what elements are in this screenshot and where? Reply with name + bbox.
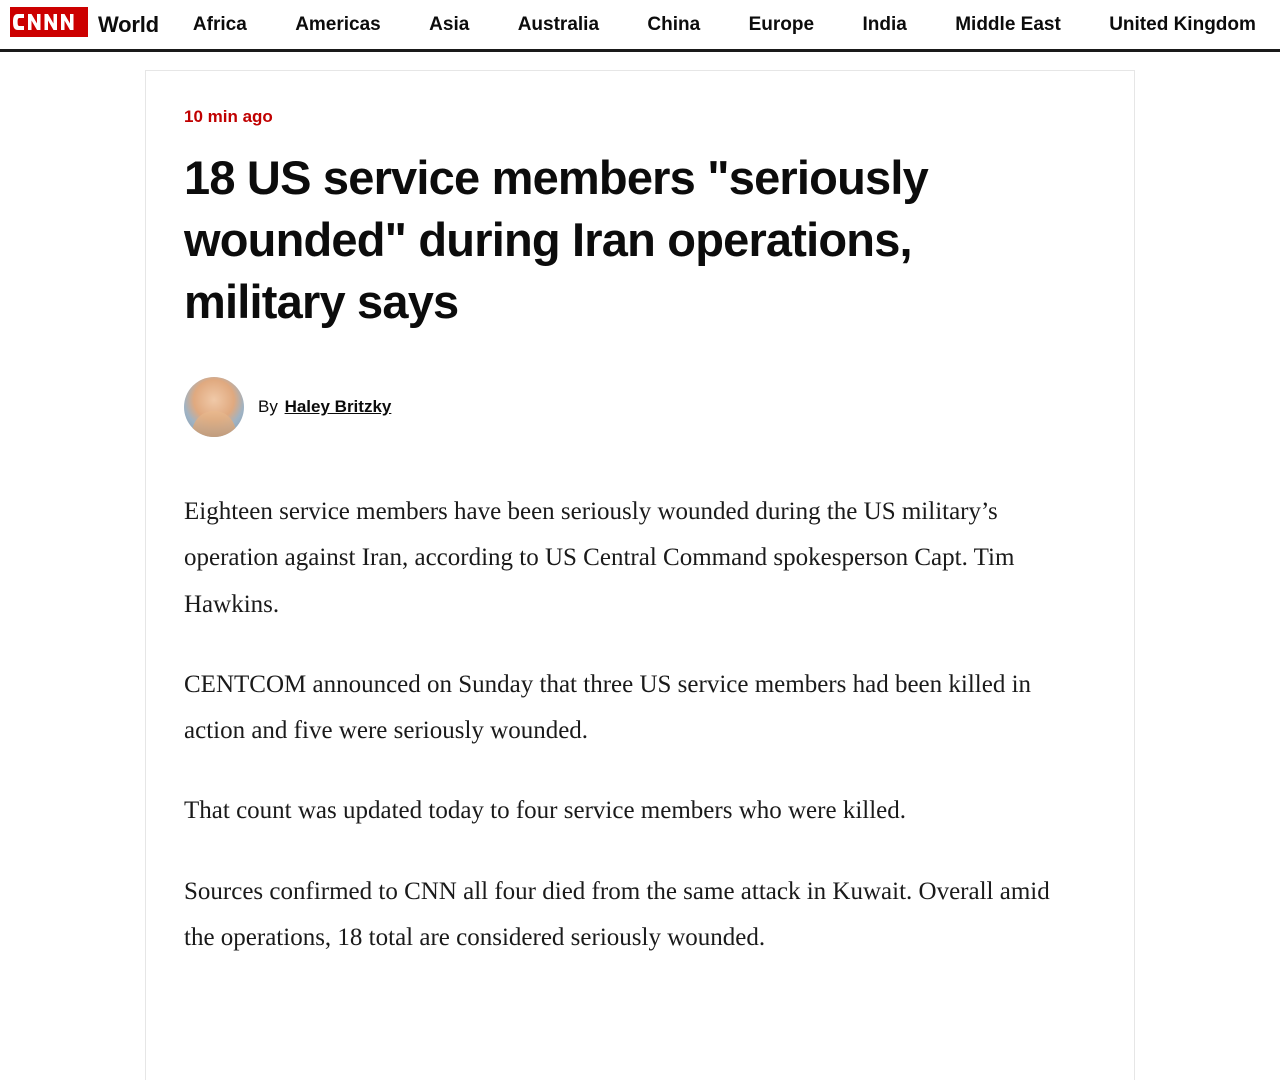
site-header bbox=[0, 0, 1280, 52]
author-link[interactable]: Haley Britzky bbox=[284, 397, 392, 417]
page-body bbox=[0, 52, 1280, 1080]
nav-item-china[interactable]: China bbox=[647, 13, 701, 35]
nav-item-americas[interactable]: Americas bbox=[295, 13, 381, 35]
nav-item-middle-east[interactable]: Middle East bbox=[955, 13, 1061, 35]
article-paragraph: Eighteen service members have been seriously wounded during the US military’s operation against Iran, according to US Central Command spokesperson Capt. Tim Hawkins. bbox=[184, 498, 1015, 618]
nav-item-united-kingdom[interactable]: United Kingdom bbox=[1109, 13, 1256, 35]
byline-prefix: By bbox=[258, 397, 278, 417]
article-paragraph: CENTCOM announced on Sunday that three US service members had been killed in action and five were seriously wounded. bbox=[184, 670, 1032, 745]
cnn-logo-icon[interactable] bbox=[10, 7, 88, 42]
article-paragraph: Sources confirmed to CNN all four died from the same attack in Kuwait. Overall amid the operations, 18 total are considered seriously wounded. bbox=[184, 877, 1050, 951]
section-title[interactable]: World bbox=[98, 11, 159, 37]
nav-item-africa[interactable]: Africa bbox=[192, 13, 247, 35]
nav-item-india[interactable]: India bbox=[862, 13, 907, 35]
article-card bbox=[145, 70, 1135, 1080]
nav-item-australia[interactable]: Australia bbox=[517, 13, 600, 35]
byline bbox=[184, 377, 1078, 437]
article-timestamp: 10 min ago bbox=[184, 107, 273, 126]
article-paragraph: That count was updated today to four service members who were killed. bbox=[184, 797, 906, 825]
article-headline: 18 US service members "seriously wounded" during Iran operations, military says bbox=[184, 151, 928, 329]
nav-item-europe[interactable]: Europe bbox=[748, 13, 815, 35]
byline-text bbox=[258, 397, 391, 417]
author-avatar bbox=[184, 377, 244, 437]
brand[interactable] bbox=[10, 7, 159, 42]
article-body bbox=[184, 489, 1078, 961]
primary-nav bbox=[187, 14, 1266, 36]
nav-item-asia[interactable]: Asia bbox=[429, 13, 470, 35]
